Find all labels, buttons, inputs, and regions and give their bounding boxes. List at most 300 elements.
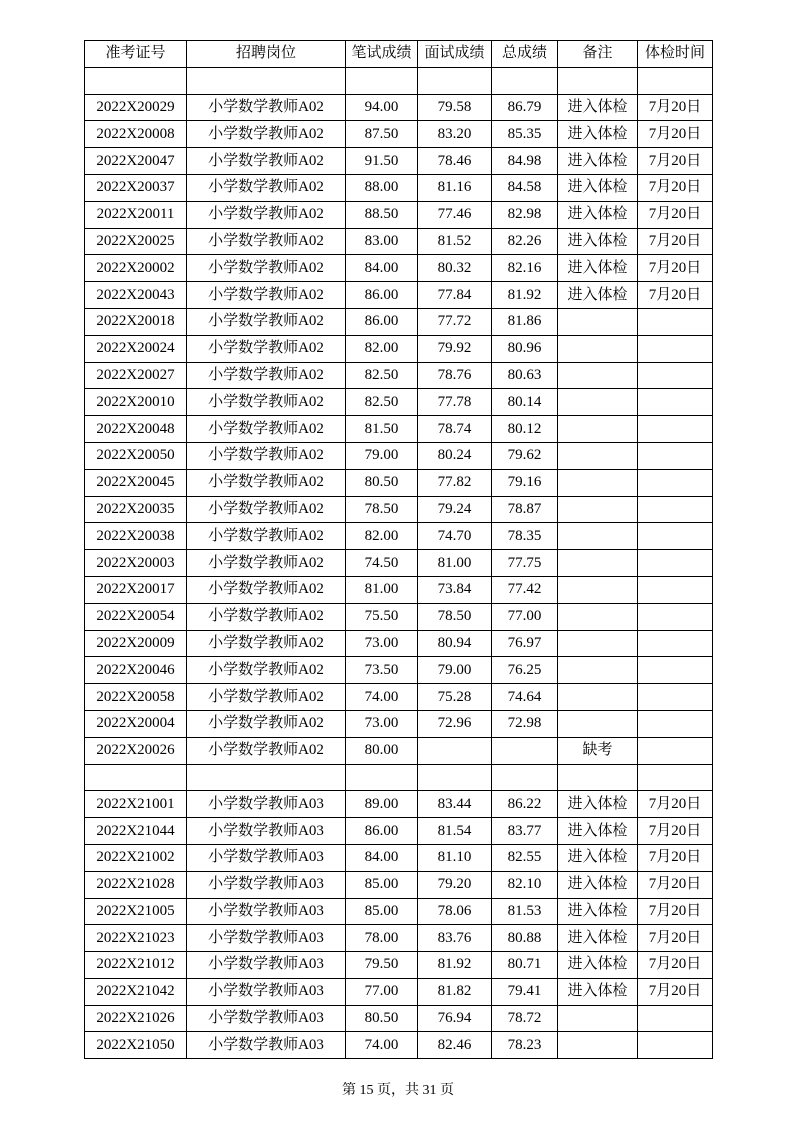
table-cell <box>187 67 346 94</box>
table-cell <box>638 389 713 416</box>
table-cell: 7月20日 <box>638 94 713 121</box>
table-row <box>85 1032 713 1059</box>
table-cell: 7月20日 <box>638 282 713 309</box>
table-cell: 进入体检 <box>558 871 638 898</box>
table-cell: 85.35 <box>492 121 558 148</box>
table-cell: 82.10 <box>492 871 558 898</box>
table-cell <box>558 469 638 496</box>
table-cell <box>558 67 638 94</box>
table-cell: 79.92 <box>418 335 492 362</box>
table-cell: 2022X21042 <box>85 978 187 1005</box>
table-cell: 80.14 <box>492 389 558 416</box>
table-cell: 80.71 <box>492 952 558 979</box>
table-cell: 78.46 <box>418 148 492 175</box>
table-cell: 进入体检 <box>558 94 638 121</box>
column-header: 总成绩 <box>492 41 558 68</box>
table-cell <box>418 737 492 764</box>
table-cell: 小学数学教师A02 <box>187 308 346 335</box>
table-cell: 2022X21028 <box>85 871 187 898</box>
table-cell <box>558 576 638 603</box>
table-cell <box>85 67 187 94</box>
table-cell <box>558 308 638 335</box>
table-cell: 81.53 <box>492 898 558 925</box>
table-row <box>85 630 713 657</box>
table-cell: 2022X21044 <box>85 818 187 845</box>
table-row <box>85 148 713 175</box>
table-cell: 进入体检 <box>558 282 638 309</box>
table-cell: 2022X20027 <box>85 362 187 389</box>
table-cell <box>638 737 713 764</box>
table-cell: 75.50 <box>346 603 418 630</box>
table-cell: 83.20 <box>418 121 492 148</box>
table-cell: 78.74 <box>418 416 492 443</box>
table-cell: 79.58 <box>418 94 492 121</box>
table-cell <box>638 550 713 577</box>
table-cell: 81.10 <box>418 844 492 871</box>
table-cell: 73.00 <box>346 630 418 657</box>
table-cell: 75.28 <box>418 684 492 711</box>
table-row <box>85 684 713 711</box>
table-cell: 进入体检 <box>558 898 638 925</box>
table-cell: 74.00 <box>346 1032 418 1059</box>
table-cell: 2022X20043 <box>85 282 187 309</box>
table-cell: 78.50 <box>346 496 418 523</box>
table-cell <box>558 416 638 443</box>
table-cell <box>492 764 558 791</box>
table-cell: 2022X20004 <box>85 710 187 737</box>
table-row <box>85 121 713 148</box>
table-row <box>85 201 713 228</box>
table-cell: 83.76 <box>418 925 492 952</box>
table-cell: 小学数学教师A02 <box>187 255 346 282</box>
table-cell <box>638 496 713 523</box>
table-cell: 80.32 <box>418 255 492 282</box>
table-row <box>85 389 713 416</box>
column-header: 笔试成绩 <box>346 41 418 68</box>
table-cell: 76.25 <box>492 657 558 684</box>
table-cell: 小学数学教师A02 <box>187 174 346 201</box>
table-cell <box>492 67 558 94</box>
table-cell: 2022X20009 <box>85 630 187 657</box>
table-cell: 2022X20054 <box>85 603 187 630</box>
table-cell <box>638 684 713 711</box>
table-cell: 74.00 <box>346 684 418 711</box>
table-cell <box>558 630 638 657</box>
table-row <box>85 925 713 952</box>
table-cell <box>558 523 638 550</box>
table-cell: 72.96 <box>418 710 492 737</box>
table-cell: 2022X20011 <box>85 201 187 228</box>
table-cell: 86.00 <box>346 308 418 335</box>
table-cell: 76.94 <box>418 1005 492 1032</box>
table-cell: 81.50 <box>346 416 418 443</box>
column-header: 体检时间 <box>638 41 713 68</box>
table-cell: 7月20日 <box>638 898 713 925</box>
table-cell <box>638 523 713 550</box>
table-cell: 81.00 <box>346 576 418 603</box>
table-cell <box>638 603 713 630</box>
table-cell: 86.00 <box>346 818 418 845</box>
table-row <box>85 442 713 469</box>
table-cell: 7月20日 <box>638 844 713 871</box>
table-row <box>85 335 713 362</box>
table-cell: 进入体检 <box>558 978 638 1005</box>
table-cell <box>558 684 638 711</box>
table-cell: 82.50 <box>346 362 418 389</box>
table-cell: 2022X21001 <box>85 791 187 818</box>
table-cell: 进入体检 <box>558 818 638 845</box>
table-cell: 7月20日 <box>638 925 713 952</box>
table-row <box>85 576 713 603</box>
table-cell: 2022X20018 <box>85 308 187 335</box>
table-cell: 84.58 <box>492 174 558 201</box>
table-cell: 7月20日 <box>638 228 713 255</box>
table-cell: 小学数学教师A02 <box>187 362 346 389</box>
table-row <box>85 362 713 389</box>
table-cell <box>638 630 713 657</box>
table-cell: 进入体检 <box>558 228 638 255</box>
table-cell <box>492 737 558 764</box>
table-cell: 小学数学教师A02 <box>187 657 346 684</box>
table-cell: 82.00 <box>346 335 418 362</box>
table-cell <box>558 335 638 362</box>
table-cell: 82.46 <box>418 1032 492 1059</box>
table-cell: 7月20日 <box>638 174 713 201</box>
table-cell: 74.50 <box>346 550 418 577</box>
table-cell: 小学数学教师A02 <box>187 442 346 469</box>
table-cell: 小学数学教师A02 <box>187 282 346 309</box>
table-cell <box>85 764 187 791</box>
table-cell: 84.98 <box>492 148 558 175</box>
table-cell: 82.98 <box>492 201 558 228</box>
table-cell <box>638 416 713 443</box>
table-cell <box>638 657 713 684</box>
table-cell: 73.84 <box>418 576 492 603</box>
table-cell: 2022X20003 <box>85 550 187 577</box>
table-row <box>85 523 713 550</box>
table-cell: 7月20日 <box>638 871 713 898</box>
table-cell: 86.22 <box>492 791 558 818</box>
table-row <box>85 657 713 684</box>
table-row <box>85 550 713 577</box>
table-row <box>85 308 713 335</box>
table-cell: 82.16 <box>492 255 558 282</box>
table-header-row <box>85 41 713 68</box>
table-row <box>85 228 713 255</box>
table-cell <box>558 550 638 577</box>
table-cell: 89.00 <box>346 791 418 818</box>
table-cell <box>638 335 713 362</box>
table-cell: 78.06 <box>418 898 492 925</box>
table-cell: 85.00 <box>346 898 418 925</box>
table-cell: 80.63 <box>492 362 558 389</box>
table-cell: 小学数学教师A02 <box>187 148 346 175</box>
table-cell: 小学数学教师A02 <box>187 121 346 148</box>
table-cell: 小学数学教师A02 <box>187 389 346 416</box>
table-cell: 7月20日 <box>638 148 713 175</box>
table-cell: 小学数学教师A03 <box>187 898 346 925</box>
table-row <box>85 282 713 309</box>
table-cell: 小学数学教师A02 <box>187 416 346 443</box>
table-cell <box>558 362 638 389</box>
table-cell <box>346 764 418 791</box>
table-row <box>85 174 713 201</box>
table-cell: 82.55 <box>492 844 558 871</box>
table-cell: 72.98 <box>492 710 558 737</box>
table-row <box>85 952 713 979</box>
table-cell: 77.78 <box>418 389 492 416</box>
table-cell: 2022X20029 <box>85 94 187 121</box>
table-cell: 2022X20025 <box>85 228 187 255</box>
table-cell <box>418 764 492 791</box>
table-cell: 小学数学教师A02 <box>187 496 346 523</box>
table-cell: 80.12 <box>492 416 558 443</box>
table-cell: 81.52 <box>418 228 492 255</box>
table-cell: 82.50 <box>346 389 418 416</box>
page-number: 第 15 页，共 31 页 <box>342 1083 454 1098</box>
table-cell: 小学数学教师A03 <box>187 871 346 898</box>
table-cell: 7月20日 <box>638 255 713 282</box>
table-cell: 进入体检 <box>558 174 638 201</box>
table-cell: 77.00 <box>346 978 418 1005</box>
table-cell <box>638 308 713 335</box>
table-row <box>85 1005 713 1032</box>
table-cell <box>638 710 713 737</box>
table-cell: 80.88 <box>492 925 558 952</box>
table-cell: 83.77 <box>492 818 558 845</box>
table-row <box>85 603 713 630</box>
table-cell: 94.00 <box>346 94 418 121</box>
table-cell: 小学数学教师A03 <box>187 1032 346 1059</box>
table-cell: 80.50 <box>346 1005 418 1032</box>
table-row <box>85 764 713 791</box>
table-cell: 77.46 <box>418 201 492 228</box>
table-cell: 2022X20050 <box>85 442 187 469</box>
table-cell: 2022X20038 <box>85 523 187 550</box>
table-cell <box>558 710 638 737</box>
table-cell: 7月20日 <box>638 818 713 845</box>
table-cell: 小学数学教师A03 <box>187 1005 346 1032</box>
table-cell <box>558 657 638 684</box>
table-cell: 小学数学教师A02 <box>187 550 346 577</box>
table-cell: 小学数学教师A02 <box>187 603 346 630</box>
table-cell: 小学数学教师A02 <box>187 630 346 657</box>
column-header: 备注 <box>558 41 638 68</box>
table-cell: 进入体检 <box>558 844 638 871</box>
table-cell: 80.96 <box>492 335 558 362</box>
table-cell: 小学数学教师A02 <box>187 94 346 121</box>
table-cell <box>638 442 713 469</box>
table-cell: 87.50 <box>346 121 418 148</box>
table-cell: 83.00 <box>346 228 418 255</box>
table-cell: 81.54 <box>418 818 492 845</box>
table-cell <box>638 362 713 389</box>
table-cell: 80.50 <box>346 469 418 496</box>
table-row <box>85 978 713 1005</box>
table-cell: 85.00 <box>346 871 418 898</box>
table-cell: 2022X20026 <box>85 737 187 764</box>
table-cell: 88.50 <box>346 201 418 228</box>
table-cell: 79.00 <box>346 442 418 469</box>
column-header: 招聘岗位 <box>187 41 346 68</box>
table-cell <box>558 496 638 523</box>
table-cell: 79.24 <box>418 496 492 523</box>
table-row <box>85 255 713 282</box>
table-cell: 79.16 <box>492 469 558 496</box>
table-row <box>85 818 713 845</box>
table-row <box>85 898 713 925</box>
table-row <box>85 844 713 871</box>
table-cell: 2022X21012 <box>85 952 187 979</box>
table-cell: 86.79 <box>492 94 558 121</box>
table-cell: 7月20日 <box>638 121 713 148</box>
table-cell: 进入体检 <box>558 201 638 228</box>
table-cell <box>638 469 713 496</box>
table-cell: 进入体检 <box>558 121 638 148</box>
table-cell: 81.92 <box>418 952 492 979</box>
table-cell: 小学数学教师A02 <box>187 201 346 228</box>
table-cell <box>418 67 492 94</box>
table-row <box>85 710 713 737</box>
table-cell: 2022X21050 <box>85 1032 187 1059</box>
table-cell: 2022X20002 <box>85 255 187 282</box>
table-row <box>85 94 713 121</box>
table-cell: 82.26 <box>492 228 558 255</box>
table-cell: 77.72 <box>418 308 492 335</box>
table-row <box>85 416 713 443</box>
table-cell: 73.00 <box>346 710 418 737</box>
table-cell: 82.00 <box>346 523 418 550</box>
table-cell: 77.75 <box>492 550 558 577</box>
exam-results-table <box>84 40 713 1059</box>
table-cell: 小学数学教师A03 <box>187 818 346 845</box>
table-cell <box>558 1032 638 1059</box>
table-cell: 78.72 <box>492 1005 558 1032</box>
table-cell: 80.94 <box>418 630 492 657</box>
table-cell: 78.23 <box>492 1032 558 1059</box>
column-header: 面试成绩 <box>418 41 492 68</box>
table-cell <box>346 67 418 94</box>
column-header: 准考证号 <box>85 41 187 68</box>
table-cell: 76.97 <box>492 630 558 657</box>
table-cell: 2022X21005 <box>85 898 187 925</box>
table-cell: 2022X20047 <box>85 148 187 175</box>
table-cell: 78.50 <box>418 603 492 630</box>
table-cell: 7月20日 <box>638 952 713 979</box>
table-cell: 2022X21026 <box>85 1005 187 1032</box>
table-cell: 2022X21002 <box>85 844 187 871</box>
table-cell: 74.64 <box>492 684 558 711</box>
table-row <box>85 496 713 523</box>
table-cell: 小学数学教师A02 <box>187 710 346 737</box>
table-cell: 2022X21023 <box>85 925 187 952</box>
table-cell: 79.20 <box>418 871 492 898</box>
table-cell: 81.92 <box>492 282 558 309</box>
table-row <box>85 791 713 818</box>
table-row <box>85 871 713 898</box>
table-cell <box>558 389 638 416</box>
table-cell: 88.00 <box>346 174 418 201</box>
table-cell: 小学数学教师A02 <box>187 684 346 711</box>
table-cell: 77.84 <box>418 282 492 309</box>
table-cell: 77.00 <box>492 603 558 630</box>
table-cell: 进入体检 <box>558 255 638 282</box>
table-cell: 2022X20045 <box>85 469 187 496</box>
table-row <box>85 469 713 496</box>
table-cell: 77.42 <box>492 576 558 603</box>
table-cell: 79.50 <box>346 952 418 979</box>
table-cell: 78.76 <box>418 362 492 389</box>
table-cell: 7月20日 <box>638 791 713 818</box>
table-cell: 小学数学教师A02 <box>187 523 346 550</box>
table-cell: 缺考 <box>558 737 638 764</box>
table-cell: 2022X20035 <box>85 496 187 523</box>
table-cell: 74.70 <box>418 523 492 550</box>
table-cell: 81.86 <box>492 308 558 335</box>
table-cell: 81.16 <box>418 174 492 201</box>
table-cell: 小学数学教师A03 <box>187 791 346 818</box>
table-cell: 小学数学教师A02 <box>187 335 346 362</box>
table-cell: 2022X20010 <box>85 389 187 416</box>
table-cell: 80.24 <box>418 442 492 469</box>
table-cell: 81.00 <box>418 550 492 577</box>
table-cell: 2022X20048 <box>85 416 187 443</box>
table-cell: 小学数学教师A02 <box>187 469 346 496</box>
table-cell: 86.00 <box>346 282 418 309</box>
table-cell: 2022X20037 <box>85 174 187 201</box>
table-cell: 进入体检 <box>558 925 638 952</box>
table-cell: 79.62 <box>492 442 558 469</box>
table-cell: 80.00 <box>346 737 418 764</box>
table-cell: 78.35 <box>492 523 558 550</box>
table-cell <box>638 67 713 94</box>
table-cell: 小学数学教师A03 <box>187 844 346 871</box>
table-cell: 78.00 <box>346 925 418 952</box>
table-cell: 78.87 <box>492 496 558 523</box>
table-cell: 2022X20008 <box>85 121 187 148</box>
table-cell: 小学数学教师A02 <box>187 576 346 603</box>
table-cell: 小学数学教师A03 <box>187 925 346 952</box>
table-cell: 小学数学教师A03 <box>187 952 346 979</box>
table-row <box>85 67 713 94</box>
table-cell: 79.41 <box>492 978 558 1005</box>
table-cell: 91.50 <box>346 148 418 175</box>
table-cell: 7月20日 <box>638 978 713 1005</box>
table-cell <box>638 576 713 603</box>
table-cell <box>558 603 638 630</box>
table-cell: 81.82 <box>418 978 492 1005</box>
table-cell: 进入体检 <box>558 148 638 175</box>
table-cell: 84.00 <box>346 844 418 871</box>
table-cell <box>638 764 713 791</box>
table-cell: 小学数学教师A02 <box>187 737 346 764</box>
table-cell: 小学数学教师A03 <box>187 978 346 1005</box>
table-cell <box>187 764 346 791</box>
table-cell: 2022X20058 <box>85 684 187 711</box>
table-cell: 83.44 <box>418 791 492 818</box>
table-cell <box>558 764 638 791</box>
table-cell: 2022X20017 <box>85 576 187 603</box>
table-cell: 7月20日 <box>638 201 713 228</box>
table-cell <box>558 1005 638 1032</box>
table-cell: 79.00 <box>418 657 492 684</box>
table-cell: 73.50 <box>346 657 418 684</box>
table-cell: 77.82 <box>418 469 492 496</box>
table-cell: 小学数学教师A02 <box>187 228 346 255</box>
table-cell: 进入体检 <box>558 952 638 979</box>
table-cell: 84.00 <box>346 255 418 282</box>
table-cell <box>558 442 638 469</box>
